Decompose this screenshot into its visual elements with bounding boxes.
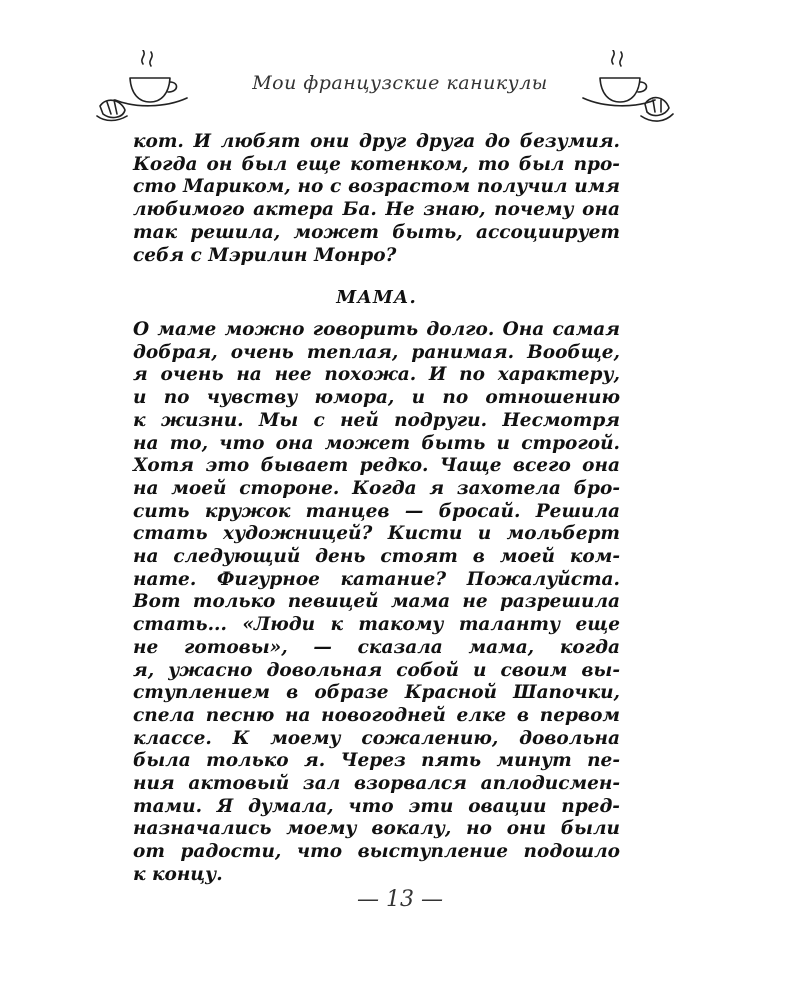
text-line: на следующий день стоят в моей ком-: [133, 546, 620, 568]
coffee-cup-croissant-icon: [95, 50, 205, 130]
text-line: на моей стороне. Когда я захотела бро-: [133, 477, 620, 499]
section-heading: МАМА.: [336, 287, 417, 308]
text-line: себя с Мэрилин Монро?: [133, 244, 397, 266]
text-line: стать... «Люди к такому таланту еще: [133, 614, 620, 636]
paragraph-mama: [133, 319, 620, 887]
text-line: была только я. Через пять минут пе-: [133, 750, 620, 772]
text-line: спела песню на новогодней елке в первом: [133, 704, 620, 726]
text-line: к концу.: [133, 863, 223, 885]
text-line: от радости, что выступление подошло: [133, 841, 620, 863]
text-line: Когда он был еще котенком, то был про-: [133, 153, 620, 175]
text-line: я очень на нее похожа. И по характеру,: [133, 364, 620, 386]
coffee-cup-croissant-icon: [565, 50, 675, 130]
text-line: сить кружок танцев — бросай. Решила: [133, 500, 620, 522]
text-line: к жизни. Мы с ней подруги. Несмотря: [133, 409, 620, 431]
text-line: любимого актера Ба. Не знаю, почему она: [133, 199, 620, 221]
text-line: на то, что она может быть и строгой.: [133, 432, 620, 454]
text-line: назначались моему вокалу, но они были: [133, 818, 620, 840]
text-line: ступлением в образе Красной Шапочки,: [133, 682, 620, 704]
text-line: нате. Фигурное катание? Пожалуйста.: [133, 568, 620, 590]
text-line: кот. И любят они друг друга до безумия.: [133, 131, 620, 152]
text-line: О маме можно говорить долго. Она самая: [133, 319, 620, 340]
text-line: так решила, может быть, ассоциирует: [133, 221, 620, 243]
text-line: я, ужасно довольная собой и своим вы-: [133, 659, 620, 681]
text-line: не готовы», — сказала мама, когда: [133, 636, 620, 658]
text-line: Хотя это бывает редко. Чаще всего она: [133, 455, 620, 477]
paragraph-continuation: [133, 131, 620, 267]
text-line: добрая, очень теплая, ранимая. Вообще,: [133, 341, 620, 363]
running-title: Мои французские каникулы: [252, 72, 548, 94]
text-line: тами. Я думала, что эти овации пред-: [133, 795, 620, 817]
text-line: ния актовый зал взорвался аплодисмен-: [133, 773, 620, 795]
text-line: и по чувству юмора, и по отношению: [133, 387, 620, 409]
text-line: сто Мариком, но с возрастом получил имя: [133, 176, 620, 198]
page-header: [0, 40, 800, 140]
text-line: стать художницей? Кисти и мольберт: [133, 523, 620, 545]
page-number: — 13 —: [357, 887, 443, 912]
text-line: классе. К моему сожалению, довольна: [133, 727, 620, 749]
text-line: Вот только певицей мама не разрешила: [133, 591, 620, 613]
